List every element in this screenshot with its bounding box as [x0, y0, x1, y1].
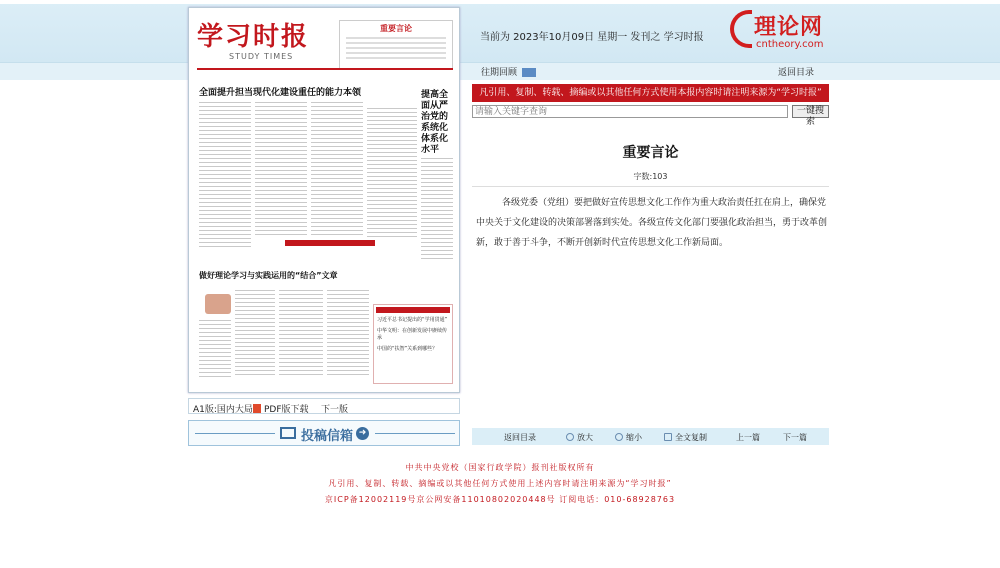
paper-headline-main[interactable]: 全面提升担当现代化建设重任的能力本领 [199, 88, 362, 98]
copy-full-text-label: 全文复制 [675, 433, 707, 442]
next-article-button[interactable]: 下一篇 [783, 433, 807, 442]
previous-article-button[interactable]: 上一篇 [736, 433, 760, 442]
search-input[interactable] [472, 105, 788, 118]
back-to-index-link[interactable]: 返回目录 [778, 68, 815, 78]
paper-photo [205, 294, 231, 314]
calendar-dropdown-icon[interactable] [522, 68, 536, 77]
text-column [199, 102, 251, 250]
masthead-english: STUDY TIMES [229, 52, 294, 61]
submit-divider-right [375, 433, 455, 434]
section-label[interactable]: A1版:国内大局 [193, 405, 253, 415]
copy-full-text-button[interactable] [664, 432, 707, 443]
text-column [421, 158, 453, 262]
text-column [367, 108, 417, 240]
zoom-in-icon [566, 433, 574, 441]
footer-notice: 凡引用、复制、转载、摘编或以其他任何方式使用上述内容时请注明来源为“学习时报” [328, 479, 672, 488]
site-logo[interactable] [728, 4, 832, 54]
next-page-link[interactable]: 下一版 [321, 405, 349, 415]
copyright-notice-banner: 凡引用、复制、转载、摘编或以其他任何方式使用本报内容时请注明来源为“学习时报” [472, 84, 829, 102]
text-column [327, 290, 369, 378]
masthead-feature-box [339, 20, 453, 70]
logo-brand: 理论网 [754, 14, 824, 40]
arrow-right-icon: ➜ [356, 427, 369, 440]
zoom-out-icon [615, 433, 623, 441]
pdf-download-label: PDF版下载 [264, 405, 309, 415]
submission-mailbox-button[interactable] [188, 420, 460, 446]
pdf-download-link[interactable] [253, 402, 309, 415]
submission-mailbox-label: 投稿信箱 [301, 429, 354, 444]
paper-side-box[interactable] [373, 304, 453, 384]
feature-box-title: 重要言论 [380, 24, 412, 33]
word-count: 字数:103 [633, 172, 668, 181]
footer-copyright: 中共中央党校（国家行政学院）报刊社版权所有 [405, 463, 595, 472]
zoom-in-button[interactable] [566, 432, 593, 443]
text-column [279, 290, 323, 378]
past-issues-label: 往期回顾 [481, 68, 518, 78]
zoom-out-button[interactable] [615, 432, 642, 443]
back-to-index-button[interactable]: 返回目录 [504, 433, 536, 442]
zoom-out-label: 缩小 [626, 433, 642, 442]
paper-headline-vertical[interactable]: 提高全面从严治党的系统化体系化水平 [421, 90, 449, 155]
logo-domain: cntheory.com [756, 39, 824, 50]
side-item[interactable]: 中国的“扶智”关系到哪些？ [377, 346, 438, 352]
text-column [255, 102, 307, 238]
article-body: 各级党委（党组）要把做好宣传思想文化工作作为重大政治责任扛在肩上，确保党中央关于文化建设的决策部署落到实处。各级宣传文化部门要强化政治担当，勇于改革创新，敢于善于斗争，不断开创新时代宣传思想文化工作新局面。 [476, 198, 828, 248]
past-issues-selector[interactable] [481, 65, 536, 78]
text-column [199, 320, 231, 380]
pdf-icon [253, 404, 261, 413]
text-column [311, 102, 363, 238]
zoom-in-label: 放大 [577, 433, 593, 442]
side-item[interactable]: 习近平总书记提出的“学用贯通” [377, 317, 448, 323]
header-top-line [0, 0, 1000, 4]
article-title: 重要言论 [622, 145, 679, 161]
text-column [235, 290, 275, 378]
envelope-icon [280, 427, 296, 439]
search-button[interactable]: 一键搜索 [792, 105, 829, 118]
footer-registration: 京ICP备12002119号京公网安备11010802020448号 订阅电话：010-68928763 [324, 495, 676, 504]
copy-icon [664, 433, 672, 441]
article-divider [472, 186, 829, 187]
paper-headline-second[interactable]: 做好理论学习与实践运用的“结合”文章 [199, 271, 338, 280]
masthead: 学习时报 [197, 22, 310, 52]
newspaper-page-image[interactable] [188, 7, 460, 393]
paper-red-banner [285, 240, 375, 246]
page-navigation-bar [188, 398, 460, 414]
masthead-divider [197, 68, 453, 76]
submit-divider-left [195, 433, 275, 434]
article-toolbar [472, 428, 829, 445]
logo-swirl-icon [730, 10, 752, 48]
date-line: 当前为 2023年10月09日 星期一 发刊之 学习时报 [480, 32, 704, 43]
side-item[interactable]: 中华文明：在创新发展中赓续传承 [377, 328, 448, 341]
